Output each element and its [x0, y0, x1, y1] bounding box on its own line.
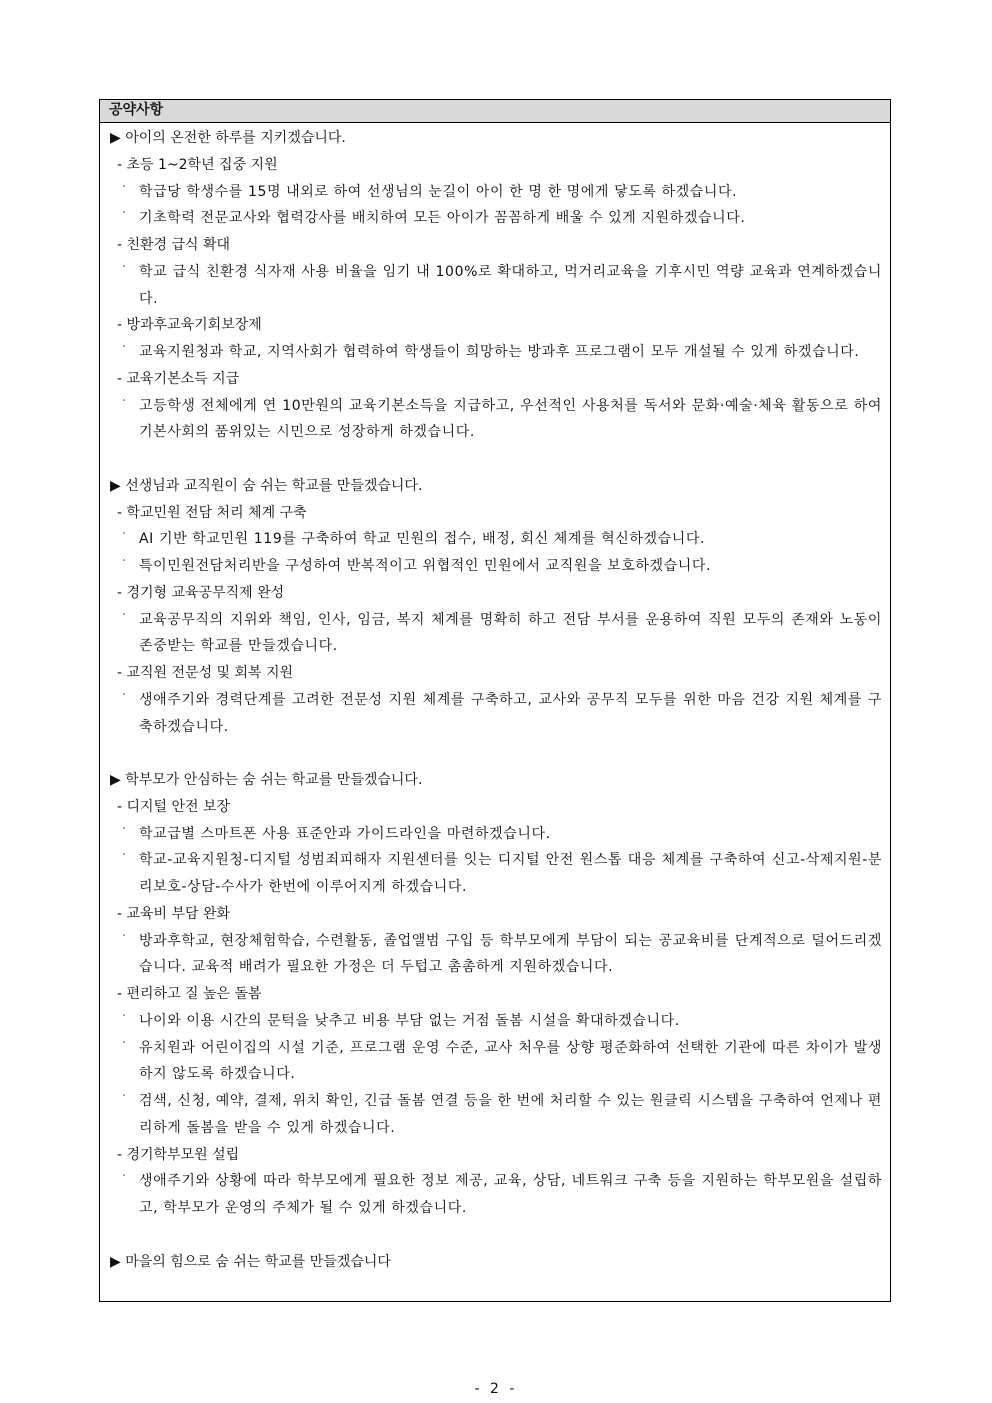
list-item	[110, 821, 882, 848]
bullet-icon: ·	[122, 205, 127, 222]
list-item	[110, 607, 882, 661]
item-text: 방과후학교, 현장체험학습, 수련활동, 졸업앨범 구입 등 학부모에게 부담이 되는 공교육비를 단계적으로 덜어드리겠습니다. 교육적 배려가 필요한 가정은 더 두텁고 촘촘하게 지원하겠습니다.	[139, 932, 882, 976]
group-title: - 편리하고 질 높은 돌봄	[117, 986, 262, 1002]
group-title: - 경기형 교육공무직제 완성	[117, 584, 285, 601]
item-text: 교육지원청과 학교, 지역사회가 협력하여 학생들이 희망하는 방과후 프로그램이 모두 개설될 수 있게 하겠습니다.	[139, 344, 860, 360]
bullet-icon: ·	[122, 553, 127, 569]
group-title: - 교육비 부담 완화	[117, 905, 231, 922]
section-title: ▶ 학부모가 안심하는 숨 쉬는 학교를 만들겠습니다.	[110, 772, 423, 788]
bullet-icon: ·	[122, 392, 127, 409]
item-text: 학급당 학생수를 15명 내외로 하여 선생님의 눈길이 아이 한 명 한 명에게 닿도록 하겠습니다.	[139, 183, 738, 200]
list-item	[110, 259, 882, 313]
group-title: - 교육기본소득 지급	[117, 370, 240, 387]
group-title: - 학교민원 전담 처리 체계 구축	[117, 504, 307, 521]
section-title: ▶ 선생님과 교직원이 숨 쉬는 학교를 만들겠습니다.	[110, 477, 423, 494]
bullet-icon: ·	[122, 820, 127, 837]
list-item	[110, 393, 882, 447]
item-text: 고등학생 전체에게 연 10만원의 교육기본소득을 지급하고, 우선적인 사용처를 독서와 문화·예술·체육 활동으로 하여 기본사회의 품위있는 시민으로 성장하게 하겠습니다.	[139, 397, 882, 441]
item-text: 교육공무직의 지위와 책임, 인사, 임금, 복지 체계를 명확히 하고 전담 부서를 운용하여 직원 모두의 존재와 노동이 존중받는 학교를 만들겠습니다.	[139, 611, 882, 655]
bullet-icon: ·	[122, 258, 127, 275]
section-spacer	[110, 740, 882, 767]
bullet-icon: ·	[122, 606, 127, 623]
list-item	[110, 1035, 882, 1089]
bullet-icon: ·	[122, 847, 127, 864]
item-text: 유치원과 어린이집의 시설 기준, 프로그램 운영 수준, 교사 처우를 상향 평준화하여 선택한 기관에 따른 차이가 발생하지 않도록 하겠습니다.	[139, 1039, 882, 1083]
item-text: 생애주기와 상황에 따라 학부모에게 필요한 정보 제공, 교육, 상담, 네트워크 구축 등을 지원하는 학부모원을 설립하고, 학부모가 운영의 주체가 될 수 있게 하겠습니다.	[139, 1173, 882, 1216]
item-text: 기초학력 전문교사와 협력강사를 배치하여 모든 아이가 꼼꼼하게 배울 수 있게 지원하겠습니다.	[139, 210, 746, 227]
item-text: 학교-교육지원청-디지털 성범죄피해자 지원센터를 잇는 디지털 안전 원스톱 대응 체계를 구축하여 신고-삭제지원-분리보호-상담-수사가 한번에 이루어지게 하겠습니다.	[139, 852, 882, 895]
bullet-icon: ·	[122, 526, 127, 543]
bullet-icon: ·	[122, 1007, 127, 1024]
list-item	[110, 205, 882, 232]
group-title: - 경기학부모원 설립	[117, 1146, 240, 1163]
bullet-icon: ·	[122, 927, 127, 944]
section-spacer	[110, 446, 882, 473]
list-item	[110, 1008, 882, 1035]
pledge-content	[100, 123, 890, 1275]
section-title: ▶ 마을의 힘으로 숨 쉬는 학교를 만들겠습니다	[110, 1253, 391, 1270]
item-text: 특이민원전담처리반을 구성하여 반복적이고 위협적인 민원에서 교직원을 보호하겠습니다.	[139, 558, 712, 574]
bullet-icon: ·	[122, 339, 127, 355]
list-item	[110, 553, 882, 580]
item-text: 검색, 신청, 예약, 결제, 위치 확인, 긴급 돌봄 연결 등을 한 번에 처리할 수 있는 원클릭 시스템을 구축하여 언제나 편리하게 돌봄을 받을 수 있게 하겠습니다.	[139, 1093, 882, 1136]
item-text: 나이와 이용 시간의 문턱을 낮추고 비용 부담 없는 거점 돌봄 시설을 확대하겠습니다.	[139, 1012, 680, 1029]
table-header: 공약사항	[100, 100, 890, 123]
item-text: 학교급별 스마트폰 사용 표준안과 가이드라인을 마련하겠습니다.	[139, 825, 551, 842]
page-number: - 2 -	[474, 1381, 518, 1397]
list-item	[110, 687, 882, 741]
bullet-icon: ·	[122, 686, 127, 703]
list-item	[110, 847, 882, 901]
item-text: 생애주기와 경력단계를 고려한 전문성 지원 체계를 구축하고, 교사와 공무직 모두를 위한 마음 건강 지원 체계를 구축하겠습니다.	[139, 691, 882, 735]
item-text: AI 기반 학교민원 119를 구축하여 학교 민원의 접수, 배정, 회신 체계를 혁신하겠습니다.	[139, 531, 706, 548]
section-spacer	[110, 1222, 882, 1249]
item-text: 학교 급식 친환경 식자재 사용 비율을 임기 내 100%로 확대하고, 먹거리교육을 기후시민 역량 교육과 연계하겠습니다.	[139, 263, 882, 307]
group-title: - 방과후교육기회보장제	[117, 317, 262, 334]
list-item	[110, 339, 882, 366]
pledge-table	[99, 99, 891, 1302]
bullet-icon: ·	[122, 1088, 127, 1104]
group-title: - 교직원 전문성 및 회복 지원	[117, 665, 294, 681]
list-item	[110, 1168, 882, 1222]
group-title: - 친환경 급식 확대	[117, 237, 231, 253]
group-title: - 디지털 안전 보장	[117, 798, 231, 815]
list-item	[110, 526, 882, 553]
section-title: ▶ 아이의 온전한 하루를 지키겠습니다.	[110, 130, 346, 146]
list-item	[110, 179, 882, 206]
bullet-icon: ·	[122, 178, 127, 195]
list-item	[110, 928, 882, 982]
group-title: - 초등 1~2학년 집중 지원	[117, 156, 278, 173]
list-item	[110, 1088, 882, 1142]
bullet-icon: ·	[122, 1034, 127, 1051]
bullet-icon: ·	[122, 1168, 127, 1185]
